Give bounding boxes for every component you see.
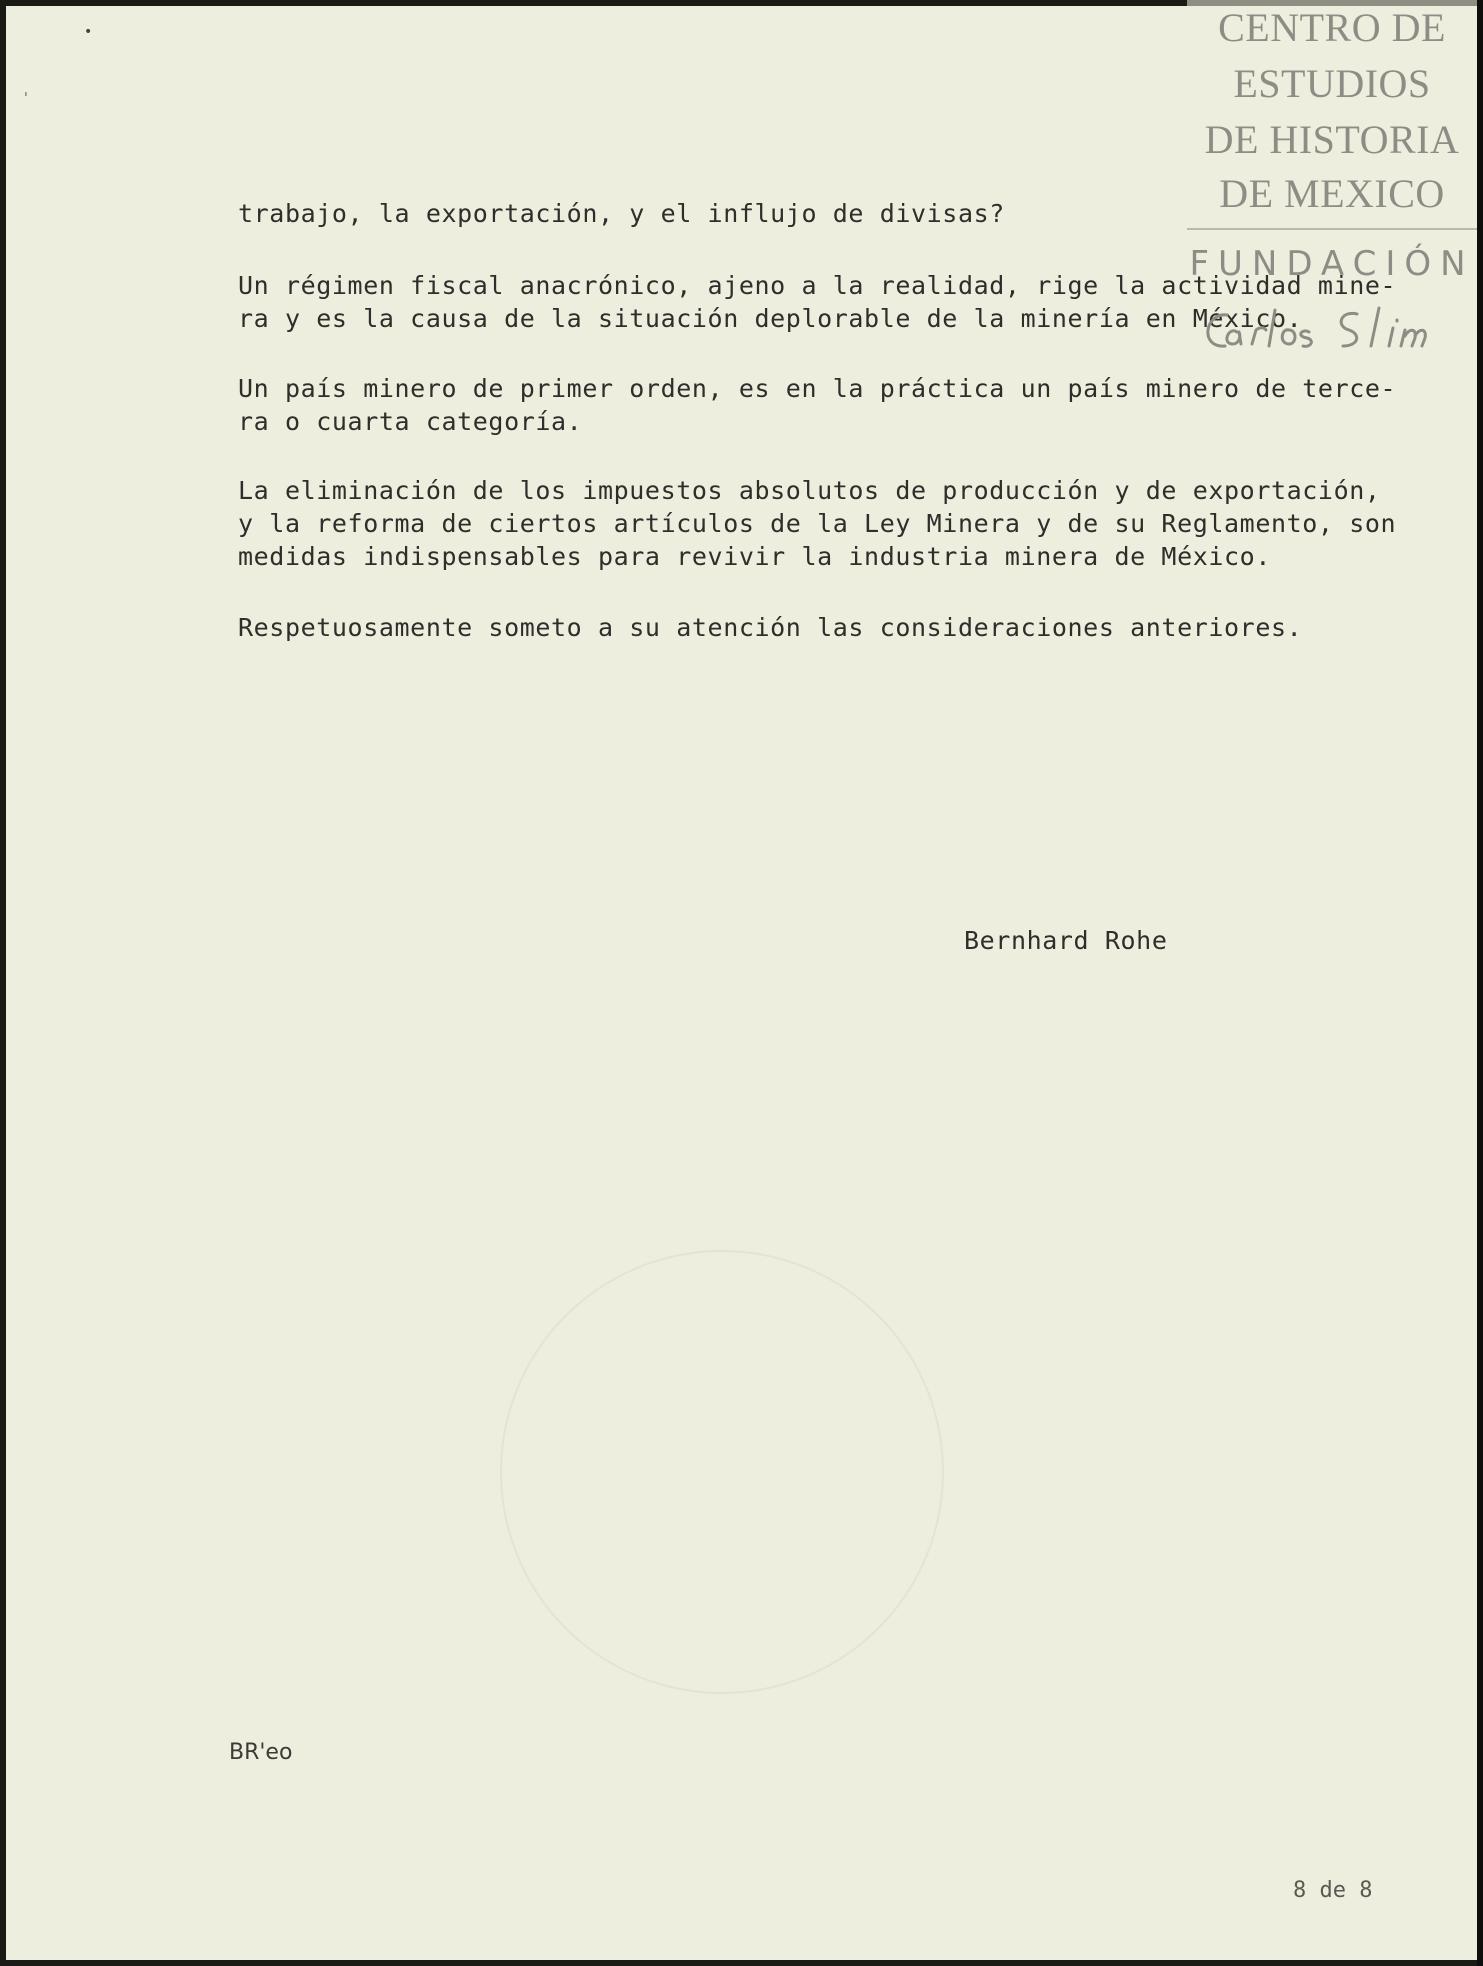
- scan-border: [1477, 0, 1483, 1966]
- paragraph-1: [238, 197, 1353, 230]
- scan-speck: ˌ: [24, 82, 28, 98]
- text-line: trabajo, la exportación, y el influjo de divisas?: [238, 199, 1005, 228]
- text-line: Respetuosamente someto a su atención las consideraciones anteriores.: [238, 613, 1303, 642]
- stamp-line: DE HISTORIA: [1204, 117, 1460, 162]
- stamp-line: DE MEXICO: [1219, 171, 1445, 216]
- stamp-line: ESTUDIOS: [1233, 61, 1431, 106]
- paragraph-5: [238, 611, 1353, 644]
- reference-initials: BR'eo: [229, 1740, 293, 1765]
- archive-stamp: [1187, 0, 1477, 368]
- paragraph-4: [238, 474, 1397, 573]
- text-line: La eliminación de los impuestos absolutos de producción y de exportación,: [238, 476, 1381, 505]
- paragraph-2: [238, 269, 1397, 335]
- text-line: y la reforma de ciertos artículos de la Ley Minera y de su Reglamento, son: [238, 509, 1397, 538]
- stamp-line: CENTRO DE: [1218, 5, 1446, 50]
- scan-speck: •: [84, 24, 93, 40]
- faint-watermark: [500, 1250, 944, 1694]
- text-line: Un país minero de primer orden, es en la práctica un país minero de terce-: [238, 374, 1397, 403]
- text-line: ra y es la causa de la situación deplorable de la minería en México.: [238, 304, 1303, 333]
- page-number: 8 de 8: [1293, 1878, 1373, 1903]
- carlos-slim-signature-logo: [1197, 300, 1467, 360]
- text-line: Un régimen fiscal anacrónico, ajeno a la realidad, rige la actividad mine-: [238, 271, 1397, 300]
- text-line: ra o cuarta categoría.: [238, 407, 583, 436]
- paragraph-3: [238, 372, 1397, 438]
- text-line: medidas indispensables para revivir la industria minera de México.: [238, 542, 1271, 571]
- stamp-box: [1187, 0, 1477, 230]
- foundation-label: FUNDACIÓN: [1189, 244, 1475, 284]
- signature-name: Bernhard Rohe: [964, 926, 1168, 955]
